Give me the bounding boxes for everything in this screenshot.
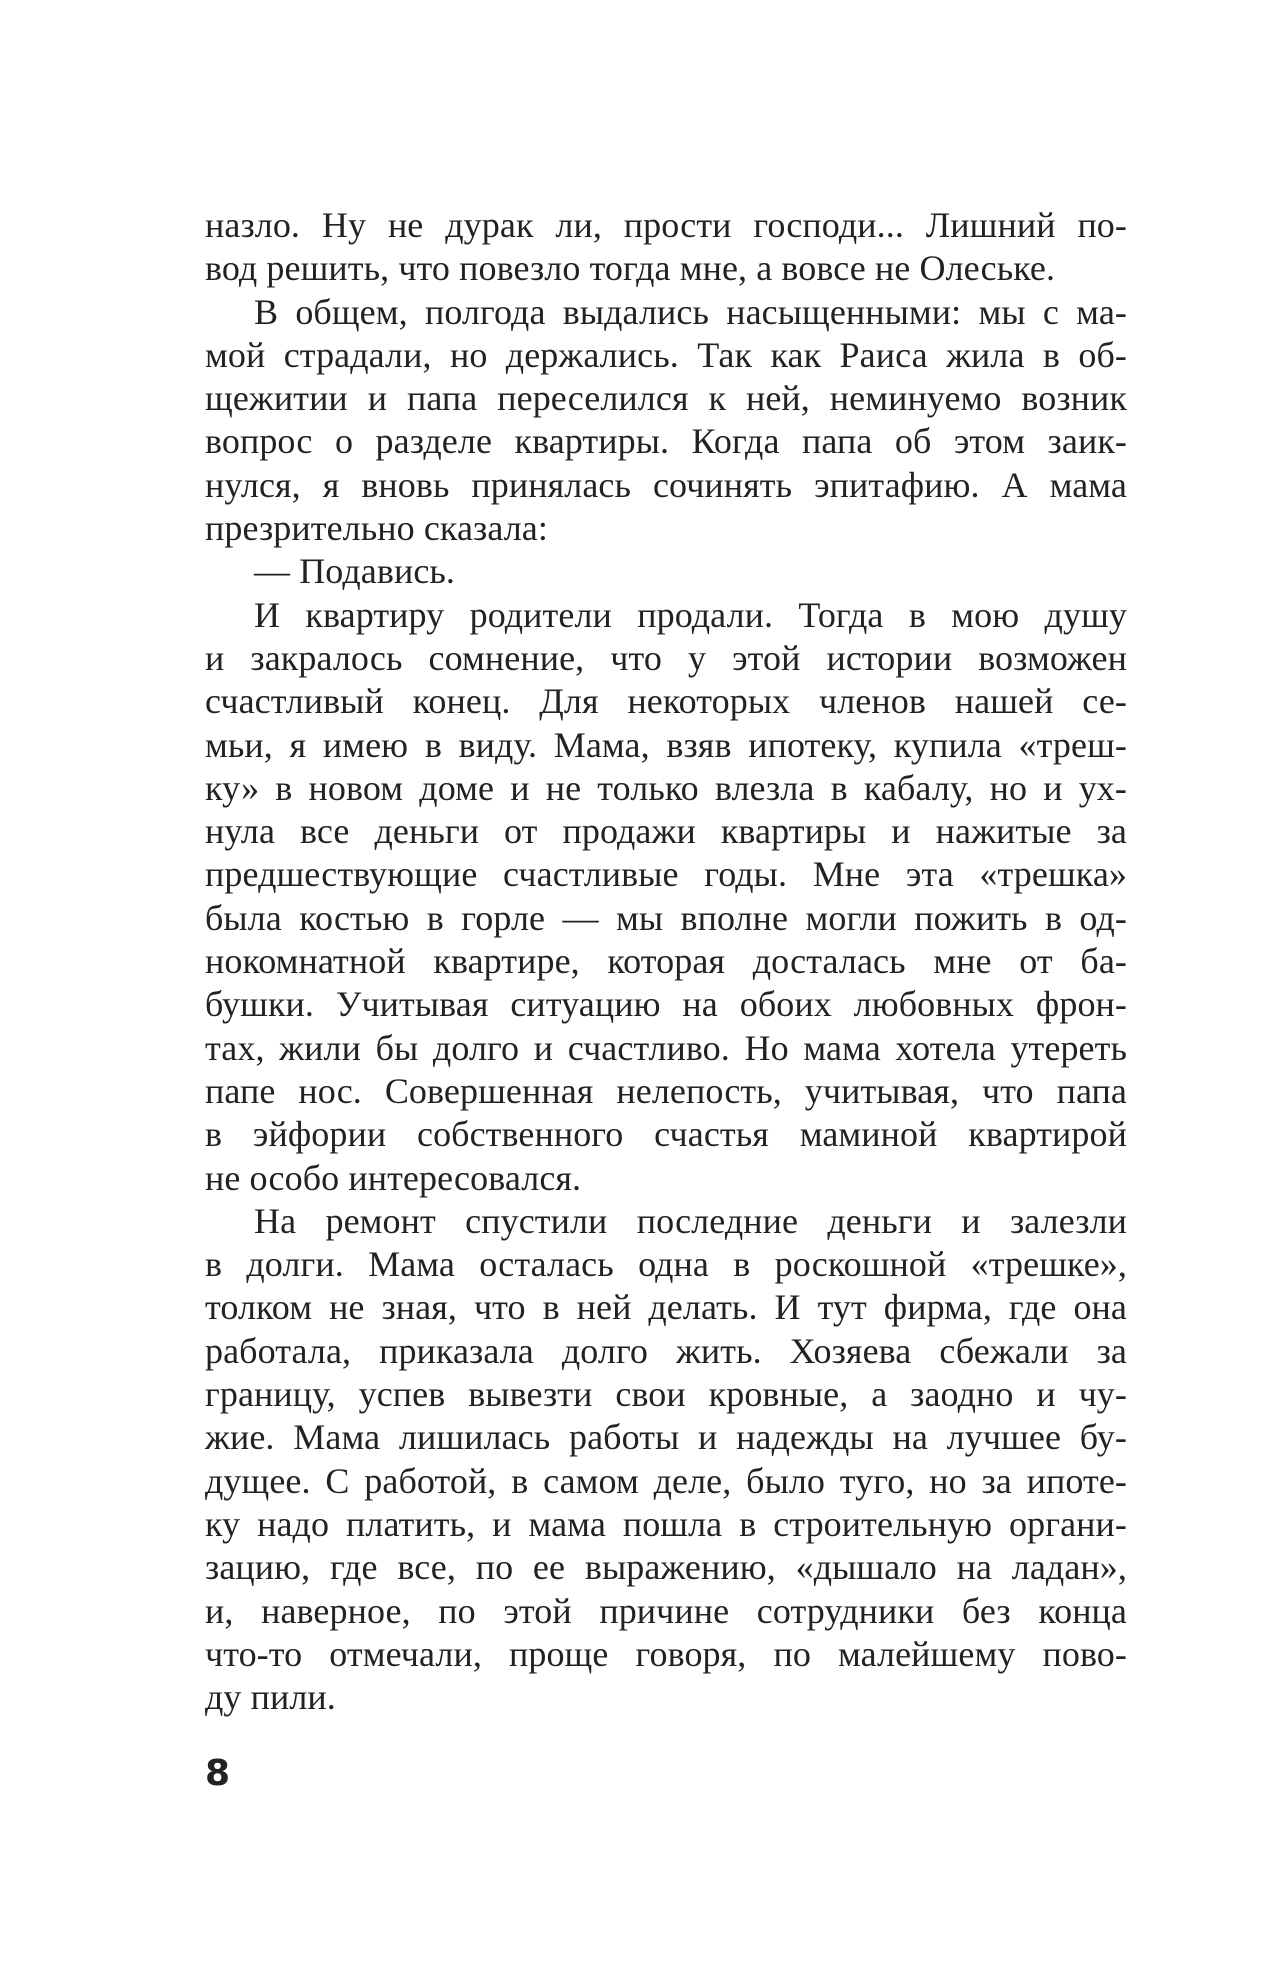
text-line: нула все деньги от продажи квартиры и нажитые за	[205, 811, 1127, 852]
text-line: тах, жили бы долго и счастливо. Но мама хотела утереть	[205, 1027, 1127, 1068]
text-line: щежитии и папа переселился к ней, неминуемо возник	[205, 378, 1127, 419]
page-text-body	[205, 204, 1127, 1719]
text-line: мой страдали, но держались. Так как Раиса жила в об-	[205, 334, 1127, 375]
text-line: в долги. Мама осталась одна в роскошной «трешке»,	[205, 1244, 1127, 1285]
text-line: — Подавись.	[254, 551, 456, 592]
text-line: зацию, где все, по ее выражению, «дышало на ладан»,	[205, 1547, 1127, 1588]
text-line: бушки. Учитывая ситуацию на обоих любовных фрон-	[205, 984, 1127, 1025]
text-line: толком не зная, что в ней делать. И тут фирма, где она	[205, 1287, 1127, 1328]
text-line: в эйфории собственного счастья маминой квартирой	[205, 1114, 1127, 1155]
text-line: ку надо платить, и мама пошла в строительную органи-	[205, 1503, 1127, 1544]
text-line: вод решить, что повезло тогда мне, а вовсе не Олеське.	[205, 248, 1056, 289]
text-line: ду пили.	[205, 1677, 336, 1718]
text-line: работала, приказала долго жить. Хозяева сбежали за	[205, 1330, 1127, 1371]
text-line: папе нос. Совершенная нелепость, учитывая, что папа	[205, 1070, 1127, 1111]
text-line: и закралось сомнение, что у этой истории возможен	[205, 637, 1127, 678]
text-line: мьи, я имею в виду. Мама, взяв ипотеку, купила «треш-	[205, 724, 1127, 765]
text-line: дущее. С работой, в самом деле, было туго, но за ипоте-	[205, 1460, 1127, 1501]
text-line: ку» в новом доме и не только влезла в кабалу, но и ух-	[205, 767, 1127, 808]
text-line: нулся, я вновь принялась сочинять эпитафию. А мама	[205, 464, 1127, 505]
text-line: На ремонт спустили последние деньги и залезли	[254, 1200, 1127, 1241]
text-line: нокомнатной квартире, которая досталась мне от ба-	[205, 941, 1127, 982]
text-line: И квартиру родители продали. Тогда в мою душу	[254, 594, 1127, 635]
text-line: вопрос о разделе квартиры. Когда папа об этом заик-	[205, 421, 1127, 462]
text-line: что-то отмечали, проще говоря, по малейшему пово-	[205, 1633, 1127, 1674]
text-line: жие. Мама лишилась работы и надежды на лучшее бу-	[205, 1417, 1127, 1458]
text-line: и, наверное, по этой причине сотрудники без конца	[205, 1590, 1127, 1631]
text-line: предшествующие счастливые годы. Мне эта «трешка»	[205, 854, 1127, 895]
text-line: презрительно сказала:	[205, 508, 548, 549]
text-line: счастливый конец. Для некоторых членов нашей се-	[205, 681, 1127, 722]
page-number: 8	[205, 1753, 231, 1794]
text-line: В общем, полгода выдались насыщенными: мы с ма-	[254, 291, 1127, 332]
text-line: не особо интересовался.	[205, 1157, 582, 1198]
text-line: назло. Ну не дурак ли, прости господи... Лишний по-	[205, 205, 1127, 245]
text-line: была костью в горле — мы вполне могли пожить в од-	[205, 897, 1127, 938]
text-line: границу, успев вывезти свои кровные, а заодно и чу-	[205, 1374, 1127, 1415]
